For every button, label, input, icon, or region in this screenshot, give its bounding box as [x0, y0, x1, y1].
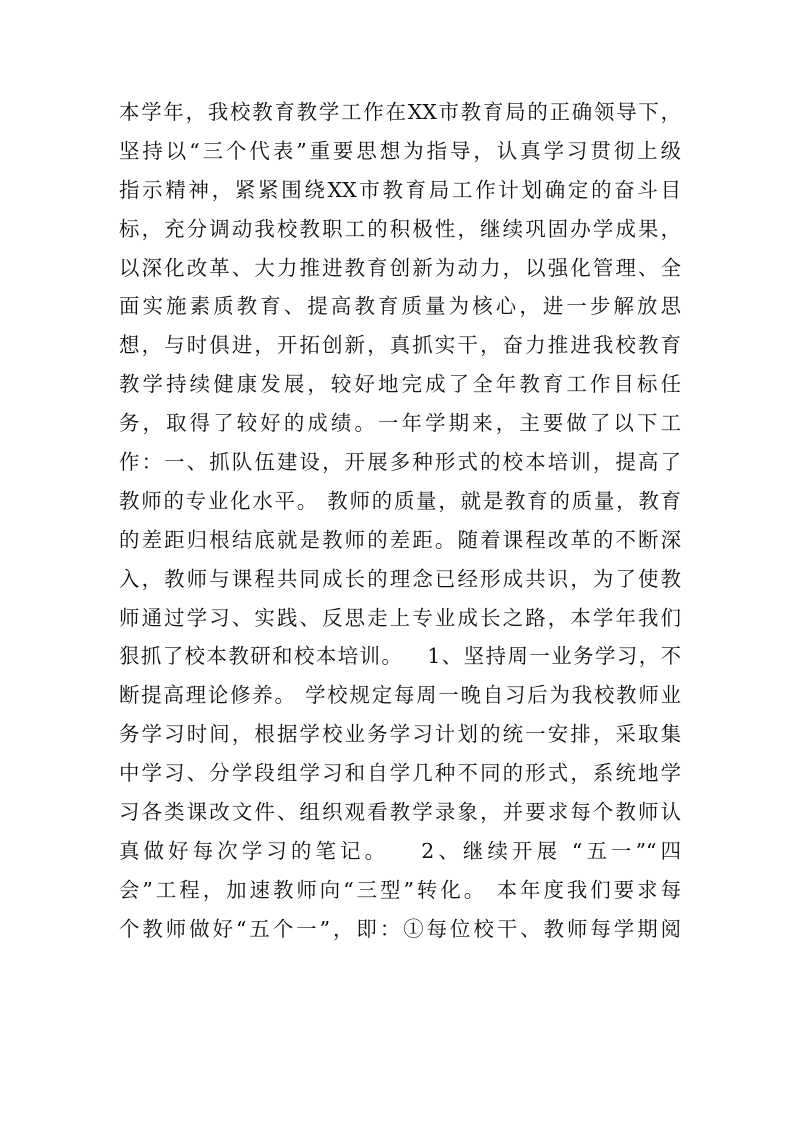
text-line-13: 入，教师与课程共同成长的理念已经形成共识，为了使教 [119, 566, 681, 591]
text-line-12: 的差距归根结底就是教师的差距。随着课程改革的不断深 [119, 527, 681, 552]
text-line-15: 狠抓了校本教研和校本培训。 1、坚持周一业务学习，不 [119, 644, 681, 669]
text-line-4: 标，充分调动我校教职工的积极性，继续巩固办学成果， [119, 216, 681, 241]
text-line-11: 教师的专业化水平。 教师的质量，就是教育的质量，教育 [119, 488, 681, 513]
text-line-9: 务，取得了较好的成绩。一年学期来，主要做了以下工 [119, 411, 681, 436]
text-line-1: 本学年，我校教育教学工作在XX市教育局的正确领导下， [119, 100, 681, 124]
text-line-17: 务学习时间，根据学校业务学习计划的统一安排，采取集 [119, 722, 681, 747]
text-line-19: 习各类课改文件、组织观看教学录象，并要求每个教师认 [119, 800, 681, 825]
text-line-16: 断提高理论修养。 学校规定每周一晚自习后为我校教师业 [119, 683, 681, 708]
text-line-8: 教学持续健康发展，较好地完成了全年教育工作目标任 [119, 372, 681, 397]
text-line-14: 师通过学习、实践、反思走上专业成长之路，本学年我们 [119, 605, 681, 630]
text-line-6: 面实施素质教育、提高教育质量为核心，进一步解放思 [119, 294, 681, 319]
text-line-22: 个教师做好“五个一”，即：①每位校干、教师每学期阅 [119, 916, 681, 941]
text-line-7: 想，与时俱进，开拓创新，真抓实干，奋力推进我校教育 [119, 333, 681, 358]
body-text [119, 93, 681, 949]
text-line-5: 以深化改革、大力推进教育创新为动力，以强化管理、全 [119, 255, 681, 280]
text-line-21: 会”工程，加速教师向“三型”转化。 本年度我们要求每 [119, 877, 681, 902]
text-line-18: 中学习、分学段组学习和自学几种不同的形式，系统地学 [119, 761, 681, 786]
text-line-3: 指示精神，紧紧围绕XX市教育局工作计划确定的奋斗目 [119, 177, 681, 202]
text-line-20: 真做好每次学习的笔记。 2、继续开展 “五一”“四 [119, 838, 681, 863]
text-line-10: 作：一、抓队伍建设，开展多种形式的校本培训，提高了 [119, 450, 681, 475]
text-line-2: 坚持以“三个代表”重要思想为指导，认真学习贯彻上级 [119, 138, 681, 163]
